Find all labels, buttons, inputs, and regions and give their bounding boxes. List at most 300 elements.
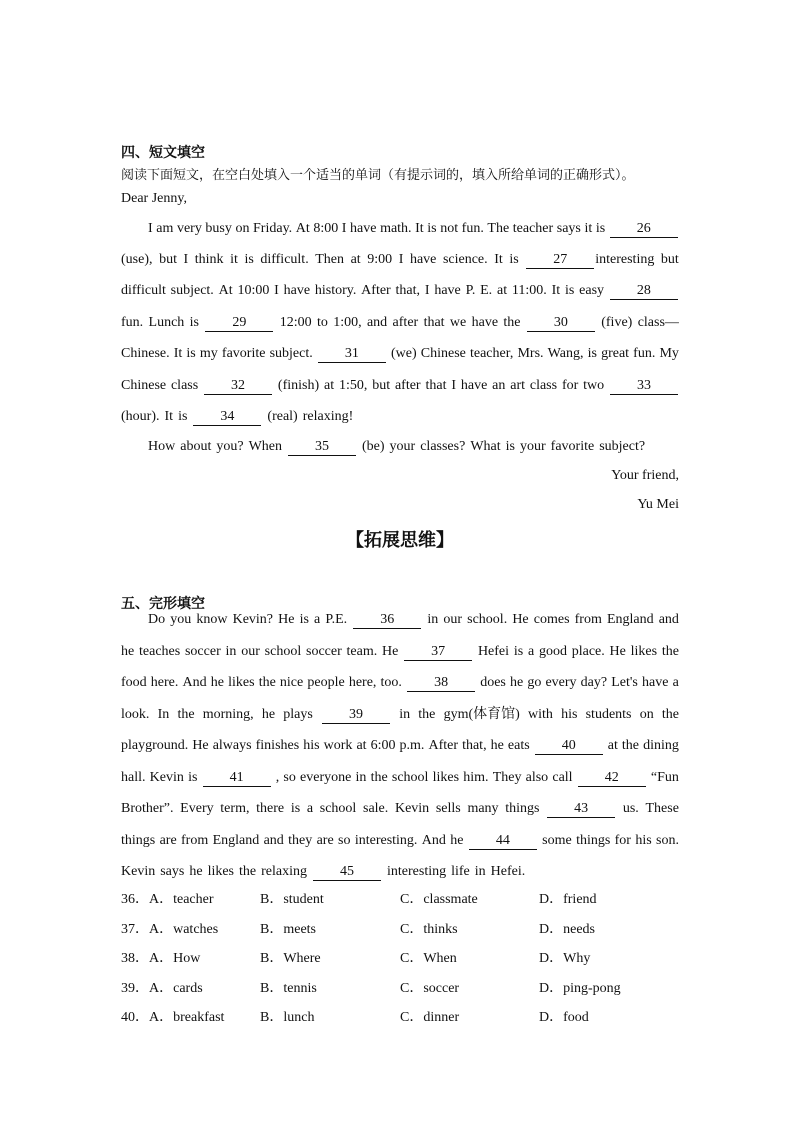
word: he bbox=[509, 675, 524, 690]
word: And bbox=[421, 833, 446, 848]
section4-heading: 四、短文填空 bbox=[121, 145, 205, 161]
word: have bbox=[471, 315, 499, 330]
word: 9:00 bbox=[367, 252, 393, 267]
word: so bbox=[283, 770, 296, 785]
word: Do bbox=[148, 612, 166, 627]
blank-34 bbox=[192, 407, 262, 427]
word: so bbox=[338, 833, 351, 848]
word: Kevin bbox=[121, 864, 156, 879]
word: is bbox=[427, 221, 437, 236]
word: gym(体育馆) bbox=[443, 707, 520, 722]
blank-41 bbox=[202, 768, 272, 788]
passage-line bbox=[121, 799, 679, 819]
blank-number: 28 bbox=[610, 283, 678, 300]
option-a: A．How bbox=[149, 951, 201, 966]
word: is bbox=[188, 770, 198, 785]
word: in bbox=[399, 707, 411, 722]
word: our bbox=[443, 612, 463, 627]
passage-line bbox=[121, 407, 679, 427]
word: a bbox=[306, 801, 314, 816]
word: is bbox=[290, 801, 301, 816]
question-number: 38． bbox=[121, 951, 149, 966]
word: place. bbox=[571, 644, 605, 659]
word: favorite bbox=[550, 439, 595, 454]
word: at bbox=[497, 283, 508, 298]
word: some bbox=[542, 833, 572, 848]
word: think bbox=[194, 252, 224, 267]
word: with bbox=[528, 707, 553, 722]
word: Lunch bbox=[148, 315, 185, 330]
word: England bbox=[212, 833, 260, 848]
word: history. bbox=[314, 283, 357, 298]
word: They bbox=[492, 770, 522, 785]
blank-number: 31 bbox=[318, 346, 386, 363]
letter-closing: Your friend, bbox=[611, 468, 679, 483]
word: 6:00 bbox=[370, 738, 396, 753]
word: is bbox=[595, 221, 606, 236]
word: they bbox=[288, 833, 313, 848]
word: after bbox=[392, 315, 419, 330]
blank-39 bbox=[321, 705, 391, 725]
section4-instruction: 阅读下面短文，在空白处填入一个适当的单词（有提示词的，填入所给单词的正确形式）。 bbox=[121, 168, 635, 183]
word: says bbox=[556, 221, 581, 236]
word: not bbox=[440, 221, 459, 236]
word: subject. bbox=[269, 346, 313, 361]
option-d: D．needs bbox=[539, 922, 595, 937]
word: students bbox=[585, 707, 632, 722]
word: the bbox=[661, 644, 679, 659]
word: look. bbox=[121, 707, 150, 722]
blank-38 bbox=[406, 673, 476, 693]
word: When bbox=[248, 439, 282, 454]
word: (we) bbox=[390, 346, 417, 361]
passage-line bbox=[121, 862, 679, 882]
word: sale. bbox=[363, 801, 389, 816]
blank-number: 27 bbox=[526, 252, 594, 269]
word: that, bbox=[462, 738, 487, 753]
blank-44 bbox=[468, 831, 538, 851]
word: Brother”. bbox=[121, 801, 174, 816]
word: he bbox=[261, 707, 276, 722]
word: have bbox=[642, 675, 669, 690]
blank-number: 37 bbox=[404, 644, 472, 661]
word: for bbox=[561, 378, 579, 393]
word: He bbox=[192, 738, 209, 753]
word: I bbox=[274, 283, 279, 298]
word: many bbox=[467, 801, 499, 816]
word: subject? bbox=[599, 439, 646, 454]
word: and bbox=[366, 315, 388, 330]
word: Kevin bbox=[394, 801, 430, 816]
word: have bbox=[460, 378, 488, 393]
word: the bbox=[418, 707, 436, 722]
passage-line bbox=[121, 281, 679, 301]
word: relaxing! bbox=[302, 409, 354, 424]
word: have bbox=[283, 283, 311, 298]
word: but bbox=[372, 378, 391, 393]
word: fun. bbox=[461, 221, 484, 236]
word: I bbox=[183, 252, 189, 267]
word: us. bbox=[622, 801, 639, 816]
word: life bbox=[451, 864, 470, 879]
word: at bbox=[323, 378, 335, 393]
word: math. bbox=[380, 221, 412, 236]
word: a bbox=[527, 644, 535, 659]
blank-45 bbox=[312, 862, 382, 882]
word: from bbox=[181, 833, 209, 848]
passage-line bbox=[121, 344, 679, 364]
word: on bbox=[235, 221, 250, 236]
word: an bbox=[492, 378, 506, 393]
word: Then bbox=[315, 252, 345, 267]
word: does bbox=[480, 675, 506, 690]
blank-number: 34 bbox=[193, 409, 261, 426]
word: soccer bbox=[184, 644, 221, 659]
word: his bbox=[303, 738, 320, 753]
word: , bbox=[275, 770, 280, 785]
blank-42 bbox=[577, 768, 647, 788]
word: is bbox=[186, 346, 196, 361]
word: teaches bbox=[139, 644, 181, 659]
word: He bbox=[609, 644, 626, 659]
word: 8:00 bbox=[313, 221, 339, 236]
word: at bbox=[607, 738, 618, 753]
word: likes bbox=[207, 864, 235, 879]
word: it bbox=[230, 252, 238, 267]
word: you bbox=[170, 612, 192, 627]
word: likes bbox=[432, 770, 460, 785]
word: dining bbox=[643, 738, 679, 753]
word: is bbox=[244, 252, 254, 267]
option-c: C．soccer bbox=[400, 981, 460, 996]
word: It bbox=[551, 283, 561, 298]
word: term, bbox=[220, 801, 250, 816]
word: very bbox=[176, 221, 202, 236]
word: him. bbox=[463, 770, 489, 785]
word: nice bbox=[279, 675, 304, 690]
word: playground. bbox=[121, 738, 189, 753]
word: (finish) bbox=[277, 378, 320, 393]
word: He bbox=[278, 612, 295, 627]
option-b: B．lunch bbox=[260, 1010, 315, 1025]
word: 11:00. bbox=[511, 283, 547, 298]
word: (hour). bbox=[121, 409, 160, 424]
word: a bbox=[672, 675, 679, 690]
option-d: D．friend bbox=[539, 892, 597, 907]
blank-number: 30 bbox=[527, 315, 595, 332]
word: have bbox=[434, 283, 461, 298]
option-c: C．dinner bbox=[400, 1010, 460, 1025]
word: the bbox=[177, 707, 195, 722]
word: England bbox=[606, 612, 654, 627]
option-b: B．Where bbox=[260, 951, 321, 966]
word: he bbox=[189, 864, 203, 879]
word: to bbox=[316, 315, 328, 330]
word: eats bbox=[507, 738, 530, 753]
word: is bbox=[189, 315, 199, 330]
blank-29 bbox=[204, 313, 274, 333]
option-b: B．tennis bbox=[260, 981, 317, 996]
word: go bbox=[527, 675, 542, 690]
option-c: C．When bbox=[400, 951, 457, 966]
word: Chinese bbox=[121, 378, 167, 393]
word: After bbox=[428, 738, 459, 753]
word: great bbox=[601, 346, 630, 361]
word: there bbox=[256, 801, 285, 816]
word: My bbox=[659, 346, 679, 361]
word: but bbox=[159, 252, 177, 267]
word: food bbox=[121, 675, 147, 690]
word: the bbox=[258, 675, 276, 690]
word: have bbox=[350, 221, 377, 236]
word: (real) bbox=[267, 409, 298, 424]
word: These bbox=[645, 801, 679, 816]
question-number: 39． bbox=[121, 981, 149, 996]
blank-40 bbox=[534, 736, 604, 756]
blank-number: 44 bbox=[469, 833, 537, 850]
passage-line bbox=[148, 219, 679, 239]
word: P. bbox=[465, 283, 476, 298]
word: difficult. bbox=[260, 252, 309, 267]
word: subject. bbox=[170, 283, 214, 298]
word: fun. bbox=[121, 315, 144, 330]
word: busy bbox=[205, 221, 232, 236]
letter-greeting: Dear Jenny, bbox=[121, 191, 187, 206]
word: favorite bbox=[221, 346, 266, 361]
word: at bbox=[356, 738, 367, 753]
word: his bbox=[561, 707, 578, 722]
word: It bbox=[173, 346, 183, 361]
word: is bbox=[178, 409, 188, 424]
word: art bbox=[510, 378, 525, 393]
word: science. bbox=[442, 252, 488, 267]
word: 1:00, bbox=[333, 315, 362, 330]
word: Kevin? bbox=[232, 612, 274, 627]
word: work bbox=[323, 738, 353, 753]
word: What bbox=[470, 439, 501, 454]
word: I bbox=[451, 378, 456, 393]
passage-line bbox=[148, 610, 679, 630]
word: his bbox=[635, 833, 652, 848]
option-c: C．classmate bbox=[400, 892, 478, 907]
blank-32 bbox=[203, 376, 273, 396]
word: Every bbox=[180, 801, 214, 816]
blank-27: 27 interesting bbox=[525, 250, 654, 270]
word: team. bbox=[346, 644, 378, 659]
word: Chinese bbox=[420, 346, 466, 361]
word: interesting bbox=[387, 864, 447, 879]
word: I bbox=[424, 283, 430, 298]
word: Let's bbox=[611, 675, 638, 690]
word: relaxing bbox=[261, 864, 307, 879]
word: He bbox=[382, 644, 399, 659]
word: on bbox=[639, 707, 654, 722]
word: likes bbox=[228, 675, 255, 690]
word: classes? bbox=[420, 439, 466, 454]
word: in bbox=[355, 770, 367, 785]
word: school bbox=[391, 770, 429, 785]
word: says bbox=[160, 864, 185, 879]
word: It bbox=[494, 252, 503, 267]
passage-line bbox=[121, 736, 679, 756]
passage-line bbox=[121, 376, 679, 396]
word: interesting. bbox=[354, 833, 418, 848]
word: in bbox=[225, 644, 237, 659]
word: are bbox=[316, 833, 334, 848]
word: (be) bbox=[362, 439, 385, 454]
word: from bbox=[574, 612, 602, 627]
word: school bbox=[264, 644, 302, 659]
word: for bbox=[614, 833, 631, 848]
word: I bbox=[341, 221, 347, 236]
word: day? bbox=[580, 675, 608, 690]
word: things bbox=[505, 801, 540, 816]
word: At bbox=[218, 283, 233, 298]
section5-heading: 五、完形填空 bbox=[121, 596, 205, 612]
word: that, bbox=[395, 283, 421, 298]
word: P.E. bbox=[325, 612, 348, 627]
word: It bbox=[415, 221, 424, 236]
blank-number: 42 bbox=[578, 770, 646, 787]
word: he bbox=[490, 738, 504, 753]
word: comes bbox=[533, 612, 570, 627]
blank-number: 36 bbox=[353, 612, 421, 629]
blank-31 bbox=[317, 344, 387, 364]
word: here, bbox=[348, 675, 377, 690]
word: morning, bbox=[202, 707, 254, 722]
word: “Fun bbox=[650, 770, 679, 785]
blank-number: 29 bbox=[205, 315, 273, 332]
word: everyone bbox=[300, 770, 352, 785]
passage-line bbox=[121, 673, 679, 693]
blank-number: 45 bbox=[313, 864, 381, 881]
word: call bbox=[552, 770, 573, 785]
blank-number: 38 bbox=[407, 675, 475, 692]
question-number: 36． bbox=[121, 892, 149, 907]
option-b: B．student bbox=[260, 892, 324, 907]
word: Hefei bbox=[477, 644, 510, 659]
word: is bbox=[299, 612, 309, 627]
option-a: A．breakfast bbox=[149, 1010, 225, 1025]
word: is bbox=[564, 283, 575, 298]
word: In bbox=[157, 707, 170, 722]
blank-28 bbox=[609, 281, 679, 301]
word: have bbox=[409, 252, 437, 267]
word: in bbox=[427, 612, 439, 627]
word: my bbox=[199, 346, 218, 361]
word: Kevin bbox=[149, 770, 184, 785]
word: always bbox=[212, 738, 252, 753]
word: things bbox=[576, 833, 611, 848]
word: things bbox=[121, 833, 156, 848]
blank-43 bbox=[546, 799, 616, 819]
word: are bbox=[159, 833, 177, 848]
word: finishes bbox=[255, 738, 300, 753]
section-title: 【拓展思维】 bbox=[346, 530, 454, 551]
word: that bbox=[423, 315, 445, 330]
word: sells bbox=[435, 801, 461, 816]
word: E. bbox=[480, 283, 493, 298]
option-b: B．meets bbox=[260, 922, 316, 937]
word: is bbox=[513, 644, 524, 659]
word: likes bbox=[630, 644, 658, 659]
word: At bbox=[295, 221, 310, 236]
word: Hefei. bbox=[490, 864, 526, 879]
blank-number: 40 bbox=[535, 738, 603, 755]
word: (five) bbox=[601, 315, 633, 330]
word: And bbox=[182, 675, 207, 690]
word: in bbox=[474, 864, 486, 879]
passage-line bbox=[121, 250, 679, 270]
word: your bbox=[389, 439, 416, 454]
word: school. bbox=[467, 612, 508, 627]
word: the bbox=[503, 315, 521, 330]
word: Mrs. bbox=[517, 346, 544, 361]
word: How bbox=[148, 439, 176, 454]
blank-36 bbox=[352, 610, 422, 630]
word: Friday. bbox=[253, 221, 293, 236]
word: I bbox=[398, 252, 404, 267]
word: class bbox=[170, 378, 199, 393]
blank-number: 35 bbox=[288, 439, 356, 456]
word: too. bbox=[380, 675, 402, 690]
blank-26 bbox=[609, 219, 679, 239]
word: he bbox=[210, 675, 224, 690]
word: the bbox=[661, 707, 679, 722]
passage-line bbox=[121, 642, 679, 662]
word: and bbox=[658, 612, 679, 627]
word: Wang, bbox=[547, 346, 584, 361]
option-d: D．ping-pong bbox=[539, 981, 621, 996]
word: class— bbox=[637, 315, 679, 330]
word: our bbox=[241, 644, 260, 659]
word: son. bbox=[656, 833, 679, 848]
passage-line bbox=[148, 437, 679, 457]
word: about bbox=[180, 439, 212, 454]
word: know bbox=[196, 612, 228, 627]
word: your bbox=[519, 439, 546, 454]
blank-number: 33 bbox=[610, 378, 678, 395]
word: that bbox=[425, 378, 447, 393]
word: is bbox=[587, 346, 597, 361]
passage-line bbox=[121, 768, 679, 788]
word: hall. bbox=[121, 770, 146, 785]
blank-number: 43 bbox=[547, 801, 615, 818]
word: plays bbox=[283, 707, 313, 722]
word: at bbox=[350, 252, 361, 267]
blank-number: 39 bbox=[322, 707, 390, 724]
blank-37 bbox=[403, 642, 473, 662]
word: here. bbox=[150, 675, 179, 690]
word: It bbox=[164, 409, 174, 424]
word: soccer bbox=[306, 644, 342, 659]
word: the bbox=[239, 864, 257, 879]
letter-signature: Yu Mei bbox=[637, 497, 679, 512]
blank-number: 32 bbox=[204, 378, 272, 395]
word: but bbox=[660, 252, 679, 267]
option-a: A．teacher bbox=[149, 892, 214, 907]
blank-number: 41 bbox=[203, 770, 271, 787]
word: The bbox=[487, 221, 510, 236]
word: am bbox=[156, 221, 174, 236]
option-a: A．cards bbox=[149, 981, 203, 996]
word: class bbox=[529, 378, 558, 393]
word: I bbox=[148, 221, 153, 236]
word: also bbox=[525, 770, 549, 785]
word: After bbox=[361, 283, 391, 298]
option-a: A．watches bbox=[149, 922, 219, 937]
word: is bbox=[509, 252, 519, 267]
